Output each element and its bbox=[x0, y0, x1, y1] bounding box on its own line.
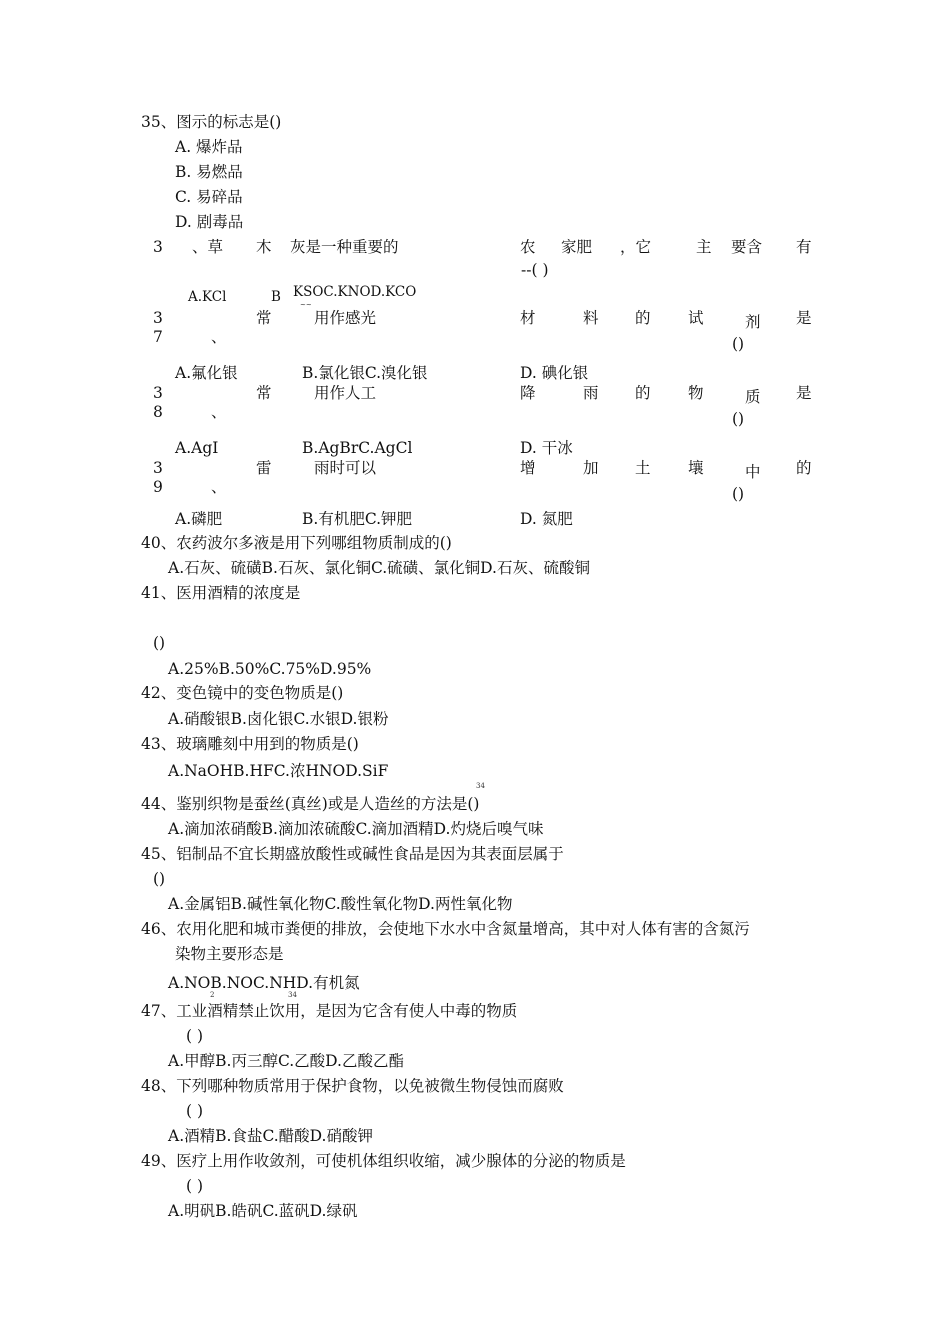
q36-stem-part: 有 bbox=[796, 238, 812, 256]
q39-dun: 、 bbox=[211, 478, 227, 496]
q37-option-a: A.氟化银 bbox=[175, 364, 238, 382]
q48-options: A.酒精B.食盐C.醋酸D.硝酸钾 bbox=[168, 1127, 373, 1145]
q38-stem-part: 物 bbox=[688, 384, 704, 402]
q37-stem-part: 的 bbox=[635, 309, 651, 327]
q38-number: 8 bbox=[153, 403, 163, 421]
q44-options: A.滴加浓硝酸B.滴加浓硫酸C.滴加酒精D.灼烧后嗅气味 bbox=[168, 820, 544, 838]
q39-number: 3 bbox=[153, 459, 163, 477]
q37-dun: 、 bbox=[211, 328, 227, 346]
q45-options: A.金属铝B.碱性氧化物C.酸性氧化物D.两性氧化物 bbox=[168, 895, 513, 913]
q37-stem-part: 用作感光 bbox=[314, 309, 377, 327]
q39-number: 9 bbox=[153, 478, 163, 496]
q41-answer-paren: () bbox=[153, 634, 166, 652]
q38-option-bc: B.AgBrC.AgCl bbox=[302, 439, 413, 457]
q37-stem-part: 是 bbox=[796, 309, 812, 327]
q36-stem-part: 主 bbox=[696, 238, 712, 256]
q39-option-bc: B.有机肥C.钾肥 bbox=[302, 510, 413, 528]
q37-stem-part: 剂 bbox=[745, 313, 761, 331]
q38-stem-part: 是 bbox=[796, 384, 812, 402]
q39-option-d: D. 氮肥 bbox=[520, 510, 573, 528]
q37-option-d: D. 碘化银 bbox=[520, 364, 589, 382]
q36-option-a: A.KCl bbox=[188, 289, 227, 305]
q39-stem-part: 加 bbox=[583, 459, 599, 477]
q38-stem-part: 降 bbox=[520, 384, 536, 402]
q42-options: A.硝酸银B.卤化银C.水银D.银粉 bbox=[168, 710, 389, 728]
q36-subscript-marks: ~~ bbox=[300, 301, 312, 309]
q43-stem: 43、玻璃雕刻中用到的物质是() bbox=[141, 735, 359, 753]
q36-stem-part: 家肥 bbox=[561, 238, 593, 256]
q36-stem-part: 灰是一种重要的 bbox=[290, 238, 399, 256]
q39-stem-part: 雨时可以 bbox=[314, 459, 377, 477]
q46-stem-continued: 染物主要形态是 bbox=[175, 945, 284, 963]
q36-answer-paren: --( ) bbox=[521, 261, 549, 279]
q45-answer-paren: () bbox=[153, 870, 166, 888]
q38-stem-part: 用作人工 bbox=[314, 384, 377, 402]
q39-stem-part: 雷 bbox=[256, 459, 272, 477]
q46-subscript: 34 bbox=[288, 991, 297, 999]
q41-options: A.25%B.50%C.75%D.95% bbox=[168, 660, 372, 678]
q44-stem: 44、鉴别织物是蚕丝(真丝)或是人造丝的方法是() bbox=[141, 795, 480, 813]
q39-option-a: A.磷肥 bbox=[175, 510, 223, 528]
q37-stem-part: 试 bbox=[688, 309, 704, 327]
q36-stem-part: ，它 bbox=[620, 238, 652, 256]
q36-number: 3 bbox=[153, 238, 163, 256]
q47-answer-paren: ( ) bbox=[186, 1027, 204, 1045]
q39-stem-part: 增 bbox=[520, 459, 536, 477]
q38-stem-part: 质 bbox=[745, 388, 761, 406]
q35-option-a: A. 爆炸品 bbox=[175, 138, 243, 156]
q46-stem: 46、农用化肥和城市粪便的排放，会使地下水水中含氮量增高，其中对人体有害的含氮污 bbox=[141, 920, 750, 938]
q40-options: A.石灰、硫磺B.石灰、氯化铜C.硫磺、氯化铜D.石灰、硫酸铜 bbox=[168, 559, 590, 577]
q48-answer-paren: ( ) bbox=[186, 1102, 204, 1120]
q39-stem-part: 壤 bbox=[688, 459, 704, 477]
q48-stem: 48、下列哪种物质常用于保护食物，以免被微生物侵蚀而腐败 bbox=[141, 1077, 564, 1095]
q35-option-c: C. 易碎品 bbox=[175, 188, 243, 206]
q39-stem-part: 土 bbox=[635, 459, 651, 477]
q42-stem: 42、变色镜中的变色物质是() bbox=[141, 684, 344, 702]
q37-option-bc: B.氯化银C.溴化银 bbox=[302, 364, 428, 382]
q38-dun: 、 bbox=[211, 403, 227, 421]
q36-stem-part: 农 bbox=[520, 238, 536, 256]
q47-stem: 47、工业酒精禁止饮用，是因为它含有使人中毒的物质 bbox=[141, 1002, 518, 1020]
q38-answer-paren: () bbox=[732, 410, 745, 428]
q40-stem: 40、农药波尔多液是用下列哪组物质制成的() bbox=[141, 534, 452, 552]
q49-answer-paren: ( ) bbox=[186, 1177, 204, 1195]
q49-options: A.明矾B.皓矾C.蓝矾D.绿矾 bbox=[168, 1202, 358, 1220]
q36-stem-part: 木 bbox=[256, 238, 272, 256]
q35-option-d: D. 剧毒品 bbox=[175, 213, 244, 231]
q43-options: A.NaOHB.HFC.浓HNOD.SiF bbox=[168, 762, 389, 780]
q38-number: 3 bbox=[153, 384, 163, 402]
q38-option-d: D. 干冰 bbox=[520, 439, 573, 457]
q37-stem-part: 常 bbox=[256, 309, 272, 327]
q37-stem-part: 材 bbox=[520, 309, 536, 327]
q38-option-a: A.AgI bbox=[175, 439, 219, 457]
q36-option-b: B bbox=[271, 289, 281, 305]
q37-number: 3 bbox=[153, 309, 163, 327]
q45-stem: 45、铝制品不宜长期盛放酸性或碱性食品是因为其表面层属于 bbox=[141, 845, 564, 863]
q39-stem-part: 中 bbox=[745, 463, 761, 481]
q46-subscript: 2 bbox=[210, 991, 215, 999]
q38-stem-part: 的 bbox=[635, 384, 651, 402]
q47-options: A.甲醇B.丙三醇C.乙酸D.乙酸乙酯 bbox=[168, 1052, 404, 1070]
q36-option-rest: KSOC.KNOD.KCO bbox=[293, 284, 417, 300]
q39-answer-paren: () bbox=[732, 485, 745, 503]
q41-stem: 41、医用酒精的浓度是 bbox=[141, 584, 301, 602]
q35-stem: 35、图示的标志是() bbox=[141, 113, 282, 131]
q37-number: 7 bbox=[153, 328, 163, 346]
q49-stem: 49、医疗上用作收敛剂，可使机体组织收缩，减少腺体的分泌的物质是 bbox=[141, 1152, 626, 1170]
q37-stem-part: 料 bbox=[583, 309, 599, 327]
q37-answer-paren: () bbox=[732, 335, 745, 353]
q39-stem-part: 的 bbox=[796, 459, 812, 477]
q38-stem-part: 雨 bbox=[583, 384, 599, 402]
q36-stem-part: 要含 bbox=[731, 238, 763, 256]
q38-stem-part: 常 bbox=[256, 384, 272, 402]
q35-option-b: B. 易燃品 bbox=[175, 163, 243, 181]
q36-stem-part: 、草 bbox=[192, 238, 224, 256]
q46-options: A.NOB.NOC.NHD.有机氮 bbox=[168, 974, 360, 992]
q43-subscript: 34 bbox=[476, 782, 485, 790]
